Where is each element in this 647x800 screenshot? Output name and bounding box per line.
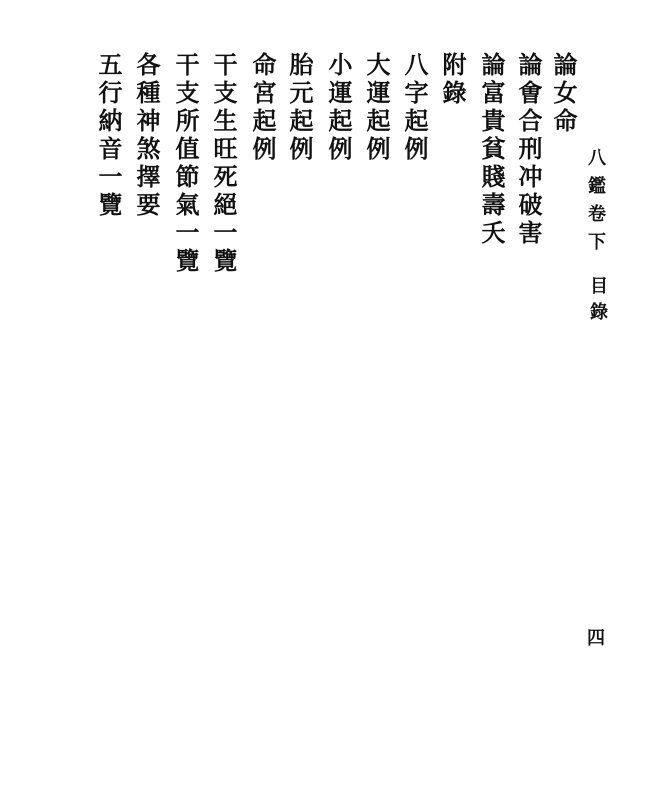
toc-entry: 胎元起例 xyxy=(285,52,314,164)
toc-entry: 論女命 xyxy=(549,52,578,136)
page-number: 四 xyxy=(587,628,605,649)
toc-entry: 干支所值節氣一覽 xyxy=(171,52,200,276)
toc-entry: 大運起例 xyxy=(362,52,391,164)
toc-entry: 附錄 xyxy=(438,52,467,108)
running-head-section-title: 目錄 xyxy=(587,276,608,328)
toc-entry: 小運起例 xyxy=(324,52,353,164)
toc-entry: 論㑹合刑冲破害 xyxy=(514,52,543,248)
toc-entry: 各種神煞擇要 xyxy=(132,52,161,220)
toc-entry: 八字起例 xyxy=(400,52,429,164)
toc-entry: 論富貴貧賤壽夭 xyxy=(477,52,506,248)
running-head-book-title: 八鑑卷下 xyxy=(585,148,606,260)
toc-entry: 五行納音一覽 xyxy=(94,52,123,220)
toc-entry: 干支生旺死絕一覽 xyxy=(209,52,238,276)
toc-entry: 命宮起例 xyxy=(248,52,277,164)
